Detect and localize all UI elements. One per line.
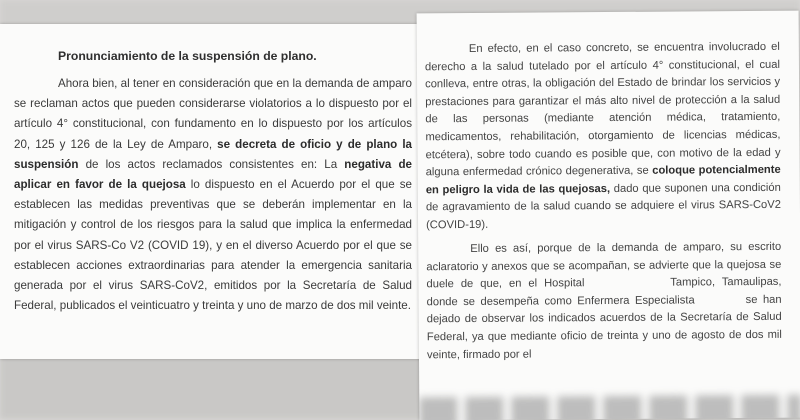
right-document-page [417,11,800,420]
text-run: Ello es así, porque de la demanda de amparo, su escrito aclaratorio y anexos que se acompañan, se advierte que la quejosa se duele de que, en el Hospital [426,240,782,291]
redaction-blank [591,278,663,288]
right-paragraph-2 [426,239,782,365]
bold-text-run: negativa de aplicar en favor de la quejosa [14,157,412,192]
text-run: dado que suponen una condición de agravamiento de la salud cuando se adquiere el virus SARS-CoV2 (COVID-19). [425,181,781,232]
text-run: de los actos reclamados consistentes en: La [78,157,345,171]
text-run: Tampico, Tamaulipas, donde se desempeña como Enfermera Especialista [426,275,782,309]
left-paragraph [14,74,412,316]
bold-text-run: coloque potencialmente en peligro la vida de las quejosas, [425,163,781,197]
left-document-page [0,24,425,359]
section-title: Pronunciamiento de la suspensión de plano. [58,49,317,63]
text-run: Ahora bien, al tener en consideración que en la demanda de amparo se reclaman actos que pueden considerarse violatorios a lo dispuesto por el artículo 4° constitucional, con fundamento en lo dispuesto por los artículos 20, 125 y 126 de la Ley de Amparo, [14,77,412,151]
redaction-blank [700,295,740,304]
cutoff-blurred-text [419,395,800,420]
bold-text-run: se decreta de oficio y de plano la suspensión [14,137,412,171]
text-run: lo dispuesto en el Acuerdo por el que se establecen las medidas preventivas que se deberán implementar en la mitigación y control de los riesgos para la salud que implica la enfermedad por el virus SARS-Co V2 (COVID 19), y en el diverso Acuerdo por el que se establecen acciones extraordinarias para atender la emergencia sanitaria generada por el virus SARS-CoV2, emitidos por la Secretaría de Salud Federal, publicados el veinticuatro y treinta y uno de marzo de dos mil veinte. [14,178,412,313]
right-paragraph-1 [425,39,781,235]
text-run: En efecto, en el caso concreto, se encuentra involucrado el derecho a la salud tutelado por el artículo 4° constitucional, el cual conlleva, entre otras, la obligación del Estado de brindar los servicios y prestaciones para garantizar el más alto nivel de protección a la salud de las personas (mediante atención médica, tratamiento, medicamentos, rehabilitación, otorgamiento de licencias médicas, etcétera), sobre todo cuando es posible que, con motivo de la edad y alguna enfermedad crónico degenerativa, se [424,40,781,179]
text-run: se han dejado de observar los indicados acuerdos de la Secretaría de Salud Federal, ya que mediante oficio de treinta y uno de agosto de dos mil veinte, firmado por el [426,293,782,361]
